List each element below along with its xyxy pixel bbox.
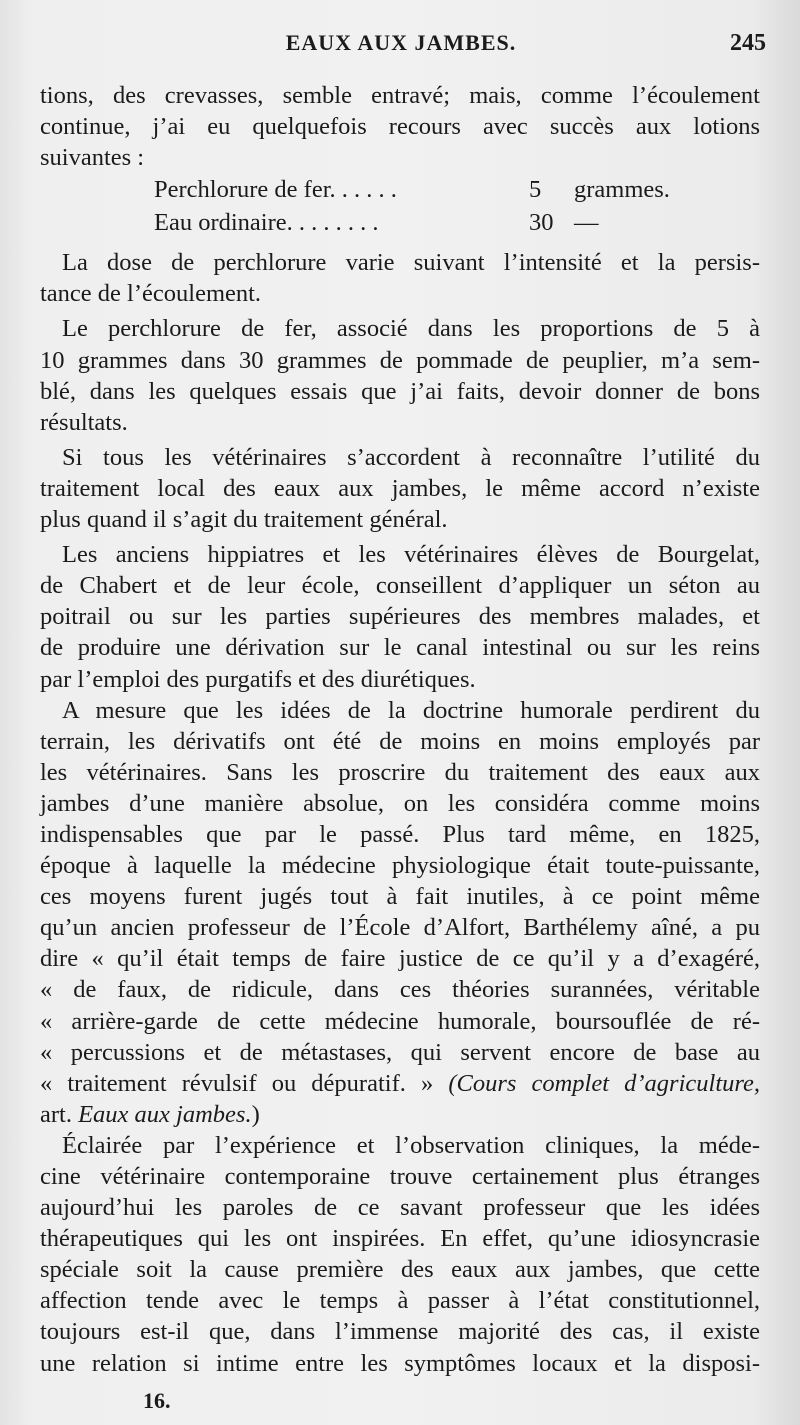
citation: (Cours complet d’agriculture, (448, 1069, 760, 1097)
text-line: poitrail ou sur les parties supérieures des membres malades, et (40, 603, 760, 631)
body-text (40, 80, 760, 1379)
text-line: La dose de perchlorure varie suivant l’intensité et la persis- (62, 249, 760, 277)
formula-row (154, 173, 760, 206)
text-line: Les anciens hippiatres et les vétérinaires élèves de Bourgelat, (62, 541, 760, 569)
citation-prefix: art. (40, 1100, 72, 1128)
text-line: affection tende avec le temps à passer à l’état constitutionnel, (40, 1287, 760, 1315)
text-line: résultats. (40, 408, 128, 436)
page-number: 245 (730, 30, 766, 56)
text-line: par l’emploi des purgatifs et des diurétiques. (40, 665, 476, 693)
text-line: indispensables que par le passé. Plus tard même, en 1825, (40, 820, 760, 848)
text-line: suivantes : (40, 144, 145, 172)
text-line: spéciale soit la cause première des eaux aux jambes, que cette (40, 1256, 760, 1284)
text-line: thérapeutiques qui les ont inspirées. En effet, qu’une idiosyncrasie (40, 1225, 760, 1253)
text-line: traitement local des eaux aux jambes, le même accord n’existe (40, 474, 760, 502)
text-line: jambes d’une manière absolue, on les considéra comme moins (40, 789, 760, 817)
text-line: une relation si intime entre les symptômes locaux et la disposi- (40, 1349, 760, 1377)
text-line: de Chabert et de leur école, conseillent d’appliquer un séton au (40, 572, 760, 600)
text-line: « de faux, de ridicule, dans ces théories surannées, véritable (40, 976, 760, 1004)
citation-suffix: ) (251, 1100, 260, 1128)
text-line: Le perchlorure de fer, associé dans les proportions de 5 à (62, 315, 760, 343)
ingredient-quantity: 5 (529, 176, 542, 204)
text-line: plus quand il s’agit du traitement général. (40, 506, 448, 534)
formula-row (154, 206, 760, 239)
text-line (40, 1099, 760, 1130)
text-line: continue, j’ai eu quelquefois recours avec succès aux lotions (40, 113, 760, 141)
ingredient-name: Perchlorure de fer. . . . . . (154, 176, 397, 204)
ingredient-quantity: 30 (529, 209, 554, 237)
text-line: A mesure que les idées de la doctrine humorale perdirent du (62, 696, 760, 724)
page-header (36, 30, 766, 64)
text-line: terrain, les dérivatifs ont été de moins en moins employés par (40, 727, 760, 755)
text-line: les vétérinaires. Sans les proscrire du traitement des eaux aux (40, 758, 760, 786)
text-line (40, 1068, 760, 1099)
text-line: toujours est-il que, dans l’immense majorité des cas, il existe (40, 1318, 760, 1346)
citation-title: Eaux aux jambes. (78, 1100, 252, 1128)
text-line: de produire une dérivation sur le canal intestinal ou sur les reins (40, 634, 760, 662)
text-line: blé, dans les quelques essais que j’ai faits, devoir donner de bons (40, 377, 760, 405)
text-line: aujourd’hui les paroles de ce savant professeur que les idées (40, 1194, 760, 1222)
text-line: cine vétérinaire contemporaine trouve certainement plus étranges (40, 1163, 760, 1190)
text-line: « arrière-garde de cette médecine humorale, boursouflée de ré- (40, 1007, 760, 1035)
text-line: époque à laquelle la médecine physiologique était toute-puissante, (40, 852, 760, 880)
text-line: Si tous les vétérinaires s’accordent à reconnaître l’utilité du (62, 443, 760, 471)
text-line: 10 grammes dans 30 grammes de pommade de peuplier, m’a sem- (40, 346, 760, 374)
ingredient-unit: — (574, 209, 599, 237)
signature-mark: 16. (143, 1388, 171, 1413)
ingredient-name: Eau ordinaire. . . . . . . . (154, 209, 379, 237)
ingredient-unit: grammes. (574, 176, 670, 204)
text-line: tance de l’écoulement. (40, 280, 262, 308)
text-line: qu’un ancien professeur de l’École d’Alfort, Barthélemy aîné, a pu (40, 914, 760, 942)
text-line: Éclairée par l’expérience et l’observation cliniques, la méde- (62, 1131, 760, 1159)
text-line: ces moyens furent jugés tout à fait inutiles, à ce point même (40, 883, 760, 911)
quotation-end: « traitement révulsif ou dépuratif. » (40, 1069, 434, 1097)
text-line: « percussions et de métastases, qui servent encore de base au (40, 1038, 760, 1066)
text-line: tions, des crevasses, semble entravé; mais, comme l’écoulement (40, 82, 760, 109)
running-title: EAUX AUX JAMBES. (285, 30, 517, 55)
text-line: dire « qu’il était temps de faire justice de ce qu’il y a d’exagéré, (40, 945, 760, 973)
